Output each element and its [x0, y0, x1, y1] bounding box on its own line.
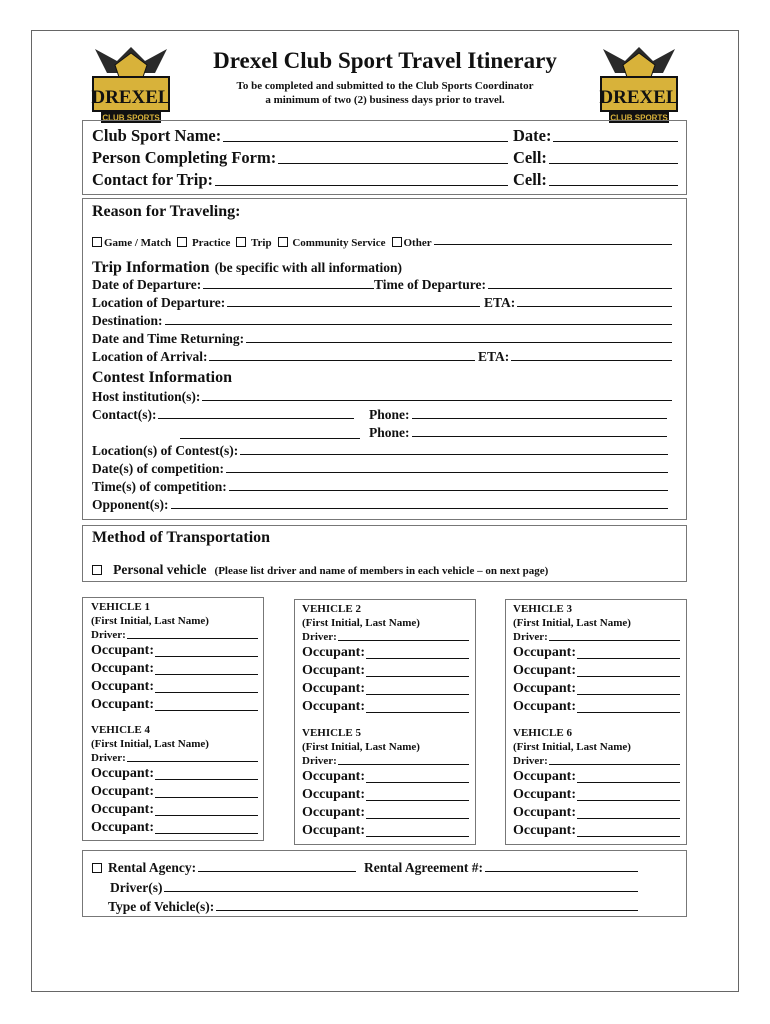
contacts-field-2[interactable]	[180, 438, 360, 439]
contacts-field[interactable]: Contact(s):	[92, 407, 354, 423]
occupant-field[interactable]: Occupant:	[91, 696, 258, 714]
cell-field-2[interactable]: Cell:	[513, 170, 678, 190]
driver-field[interactable]: Driver:	[302, 630, 469, 644]
svg-text:CLUB SPORTS: CLUB SPORTS	[610, 113, 668, 123]
occupant-field[interactable]: Occupant:	[513, 822, 680, 840]
occupant-field[interactable]: Occupant:	[91, 819, 258, 837]
vehicle-1: VEHICLE 1 (First Initial, Last Name) Driver: Occupant: Occupant: Occupant: Occupant:	[91, 600, 258, 714]
opponents-field[interactable]: Opponent(s):	[92, 497, 668, 513]
occupant-field[interactable]: Occupant:	[513, 768, 680, 786]
reason-option-other[interactable]: Other	[392, 237, 432, 249]
reason-heading: Reason for Traveling:	[92, 203, 241, 220]
occupant-field[interactable]: Occupant:	[302, 768, 469, 786]
checkbox-icon	[392, 237, 402, 247]
cell-field[interactable]: Cell:	[513, 148, 678, 168]
occupant-field[interactable]: Occupant:	[302, 786, 469, 804]
personal-vehicle-option[interactable]: Personal vehicle (Please list driver and name of members in each vehicle – on next page)	[92, 559, 548, 578]
vehicle-4: VEHICLE 4 (First Initial, Last Name) Driver: Occupant: Occupant: Occupant: Occupant:	[91, 723, 258, 837]
eta-field[interactable]: ETA:	[484, 295, 672, 311]
occupant-field[interactable]: Occupant:	[91, 783, 258, 801]
reason-option-trip[interactable]: Trip	[236, 237, 271, 249]
occupant-field[interactable]: Occupant:	[302, 698, 469, 716]
occupant-field[interactable]: Occupant:	[513, 680, 680, 698]
checkbox-icon	[236, 237, 246, 247]
occupant-field[interactable]: Occupant:	[91, 678, 258, 696]
drexel-logo-left	[87, 43, 175, 131]
occupant-field[interactable]: Occupant:	[513, 698, 680, 716]
checkbox-icon	[278, 237, 288, 247]
occupant-field[interactable]: Occupant:	[513, 662, 680, 680]
checkbox-icon	[92, 565, 102, 575]
occupant-field[interactable]: Occupant:	[302, 680, 469, 698]
trip-info-heading: Trip Information (be specific with all information)	[92, 259, 403, 276]
occupant-field[interactable]: Occupant:	[513, 786, 680, 804]
vehicle-2: VEHICLE 2 (First Initial, Last Name) Driver: Occupant: Occupant: Occupant: Occupant:	[302, 602, 469, 716]
reason-options	[92, 237, 672, 249]
club-sport-name-field[interactable]: Club Sport Name:	[92, 126, 508, 146]
locations-of-contest-field[interactable]: Location(s) of Contest(s):	[92, 443, 668, 459]
driver-field[interactable]: Driver:	[513, 754, 680, 768]
phone-field-2[interactable]: Phone:	[369, 425, 667, 441]
destination-field[interactable]: Destination:	[92, 313, 672, 329]
drivers-field[interactable]: Driver(s)	[110, 880, 638, 896]
contact-for-trip-field[interactable]: Contact for Trip:	[92, 170, 508, 190]
contest-info-heading: Contest Information	[92, 369, 232, 386]
occupant-field[interactable]: Occupant:	[513, 644, 680, 662]
driver-field[interactable]: Driver:	[91, 628, 258, 642]
location-of-arrival-field[interactable]: Location of Arrival:	[92, 349, 475, 365]
date-of-departure-field[interactable]: Date of Departure:	[92, 277, 374, 293]
vehicle-6: VEHICLE 6 (First Initial, Last Name) Driver: Occupant: Occupant: Occupant: Occupant:	[513, 726, 680, 840]
vehicle-5: VEHICLE 5 (First Initial, Last Name) Driver: Occupant: Occupant: Occupant: Occupant:	[302, 726, 469, 840]
times-of-competition-field[interactable]: Time(s) of competition:	[92, 479, 668, 495]
occupant-field[interactable]: Occupant:	[91, 765, 258, 783]
checkbox-icon	[177, 237, 187, 247]
reason-option-game[interactable]: Game / Match	[92, 237, 171, 249]
svg-text:DREXEL: DREXEL	[599, 87, 679, 108]
vehicle-3: VEHICLE 3 (First Initial, Last Name) Driver: Occupant: Occupant: Occupant: Occupant:	[513, 602, 680, 716]
occupant-field[interactable]: Occupant:	[302, 662, 469, 680]
driver-field[interactable]: Driver:	[91, 751, 258, 765]
driver-field[interactable]: Driver:	[302, 754, 469, 768]
drexel-logo-right	[595, 43, 683, 131]
checkbox-icon	[92, 863, 102, 873]
date-time-returning-field[interactable]: Date and Time Returning:	[92, 331, 672, 347]
rental-agency-field[interactable]: Rental Agency:	[92, 860, 356, 876]
occupant-field[interactable]: Occupant:	[91, 660, 258, 678]
svg-text:CLUB SPORTS: CLUB SPORTS	[102, 113, 160, 123]
occupant-field[interactable]: Occupant:	[302, 804, 469, 822]
reason-option-practice[interactable]: Practice	[177, 237, 230, 249]
checkbox-icon	[92, 237, 102, 247]
occupant-field[interactable]: Occupant:	[91, 642, 258, 660]
reason-option-community-service[interactable]: Community Service	[278, 237, 386, 249]
location-of-departure-field[interactable]: Location of Departure:	[92, 295, 480, 311]
dates-of-competition-field[interactable]: Date(s) of competition:	[92, 461, 668, 477]
eta-field-2[interactable]: ETA:	[478, 349, 672, 365]
page-subtitle: To be completed and submitted to the Club Sports Coordinator a minimum of two (2) business days prior to travel.	[236, 80, 534, 106]
occupant-field[interactable]: Occupant:	[302, 822, 469, 840]
svg-text:DREXEL: DREXEL	[91, 87, 171, 108]
occupant-field[interactable]: Occupant:	[302, 644, 469, 662]
other-input[interactable]	[434, 244, 672, 245]
type-of-vehicle-field[interactable]: Type of Vehicle(s):	[108, 899, 638, 915]
driver-field[interactable]: Driver:	[513, 630, 680, 644]
occupant-field[interactable]: Occupant:	[513, 804, 680, 822]
host-institution-field[interactable]: Host institution(s):	[92, 389, 672, 405]
time-of-departure-field[interactable]: Time of Departure:	[374, 277, 672, 293]
transport-heading: Method of Transportation	[92, 529, 271, 546]
occupant-field[interactable]: Occupant:	[91, 801, 258, 819]
page-title: Drexel Club Sport Travel Itinerary	[213, 48, 557, 73]
rental-agreement-field[interactable]: Rental Agreement #:	[364, 860, 638, 876]
person-completing-field[interactable]: Person Completing Form:	[92, 148, 508, 168]
phone-field[interactable]: Phone:	[369, 407, 667, 423]
date-field[interactable]: Date:	[513, 126, 678, 146]
